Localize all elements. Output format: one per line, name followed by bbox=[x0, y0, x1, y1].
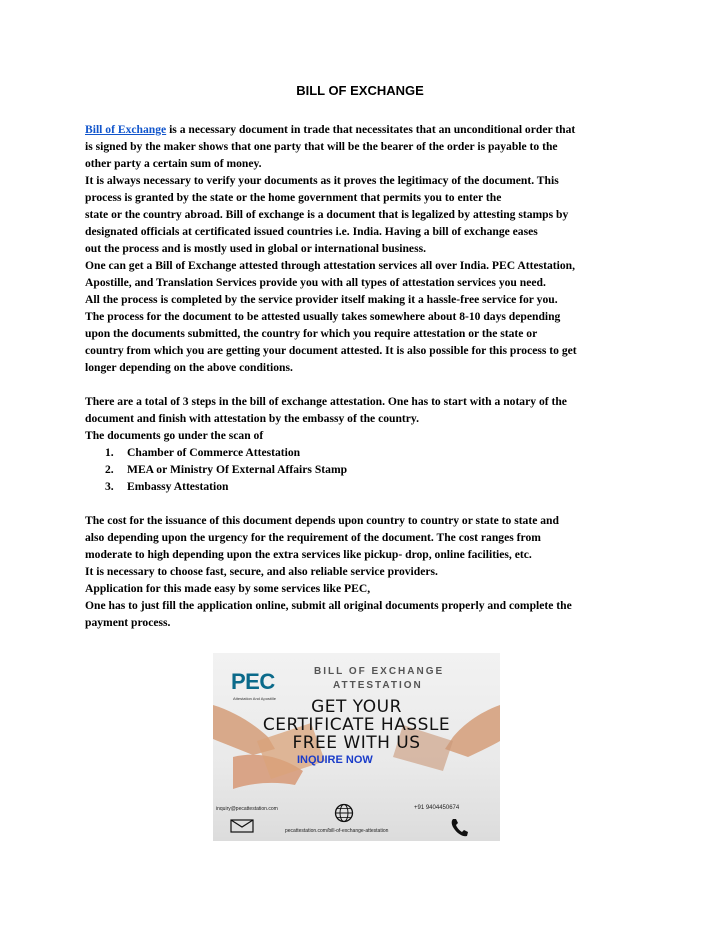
list-text: Embassy Attestation bbox=[127, 480, 229, 493]
banner-email: inquiry@pecattestation.com bbox=[216, 806, 278, 812]
paragraph-first-line bbox=[85, 121, 645, 138]
body-line: also depending upon the urgency for the requirement of the document. The cost ranges from bbox=[85, 531, 541, 544]
list-number: 2. bbox=[105, 463, 114, 476]
body-line: process is granted by the state or the home government that permits you to enter the bbox=[85, 191, 502, 204]
body-line: All the process is completed by the service provider itself making it a hassle-free service for you. bbox=[85, 293, 558, 306]
document-title: BILL OF EXCHANGE bbox=[296, 83, 424, 98]
banner-phone: +91 9404450674 bbox=[414, 805, 460, 811]
list-number: 1. bbox=[105, 446, 114, 459]
banner-title-line2: ATTESTATION bbox=[333, 680, 423, 691]
bill-of-exchange-link[interactable]: Bill of Exchange bbox=[85, 123, 167, 136]
list-item bbox=[85, 444, 645, 461]
inquire-now-button[interactable]: INQUIRE NOW bbox=[297, 754, 373, 766]
banner-headline-2: CERTIFICATE HASSLE bbox=[262, 715, 451, 735]
body-line: The process for the document to be attested usually takes somewhere about 8-10 days depending bbox=[85, 310, 561, 323]
body-line: One can get a Bill of Exchange attested through attestation services all over India. PEC Attestation, bbox=[85, 259, 576, 272]
list-number: 3. bbox=[105, 480, 114, 493]
list-text: MEA or Ministry Of External Affairs Stamp bbox=[127, 463, 348, 476]
banner-headline-3: FREE WITH US bbox=[292, 733, 421, 753]
body-line: There are a total of 3 steps in the bill of exchange attestation. One has to start with a notary of the bbox=[85, 395, 567, 408]
body-line: It is necessary to choose fast, secure, and also reliable service providers. bbox=[85, 565, 438, 578]
list-item bbox=[85, 461, 645, 478]
body-line: The cost for the issuance of this document depends upon country to country or state to state and bbox=[85, 514, 559, 527]
body-line: document and finish with attestation by the embassy of the country. bbox=[85, 412, 419, 425]
email-icon bbox=[230, 819, 254, 833]
globe-icon bbox=[334, 803, 354, 823]
paragraph-gap bbox=[85, 376, 645, 393]
pec-logo: PEC bbox=[231, 669, 275, 694]
body-line: One has to just fill the application online, submit all original documents properly and complete the bbox=[85, 599, 572, 612]
list-text: Chamber of Commerce Attestation bbox=[127, 446, 301, 459]
body-line: longer depending on the above conditions. bbox=[85, 361, 293, 374]
body-line: The documents go under the scan of bbox=[85, 429, 264, 442]
body-line: Apostille, and Translation Services provide you with all types of attestation services you need. bbox=[85, 276, 546, 289]
body-line: state or the country abroad. Bill of exchange is a document that is legalized by attesting stamps by bbox=[85, 208, 569, 221]
body-line: moderate to high depending upon the extra services like pickup- drop, online facilities, etc. bbox=[85, 548, 532, 561]
body-line: other party a certain sum of money. bbox=[85, 157, 262, 170]
first-line-text: is a necessary document in trade that necessitates that an unconditional order that bbox=[166, 123, 576, 136]
pec-logo-subtitle: Attestation And Apostille bbox=[233, 696, 276, 701]
body-line: It is always necessary to verify your documents as it proves the legitimacy of the document. This bbox=[85, 174, 559, 187]
body-line: upon the documents submitted, the country for which you require attestation or the state or bbox=[85, 327, 538, 340]
steps-list bbox=[85, 444, 645, 495]
document-body bbox=[85, 121, 645, 631]
body-line: country from which you are getting your document attested. It is also possible for this process to get bbox=[85, 344, 577, 357]
list-item bbox=[85, 478, 645, 495]
body-line: payment process. bbox=[85, 616, 171, 629]
banner-title-line1: BILL OF EXCHANGE bbox=[314, 666, 445, 677]
body-line: designated officials at certificated issued countries i.e. India. Having a bill of exchange eases bbox=[85, 225, 538, 238]
body-line: Application for this made easy by some services like PEC, bbox=[85, 582, 371, 595]
promo-banner-image bbox=[213, 653, 500, 841]
banner-headline-1: GET YOUR bbox=[311, 697, 402, 717]
banner-url: pecattestation.com/bill-of-exchange-attestation bbox=[285, 828, 389, 834]
body-line: out the process and is mostly used in global or international business. bbox=[85, 242, 427, 255]
phone-icon bbox=[450, 817, 470, 839]
paragraph-gap bbox=[85, 495, 645, 512]
body-line: is signed by the maker shows that one party that will be the bearer of the order is payable to the bbox=[85, 140, 558, 153]
